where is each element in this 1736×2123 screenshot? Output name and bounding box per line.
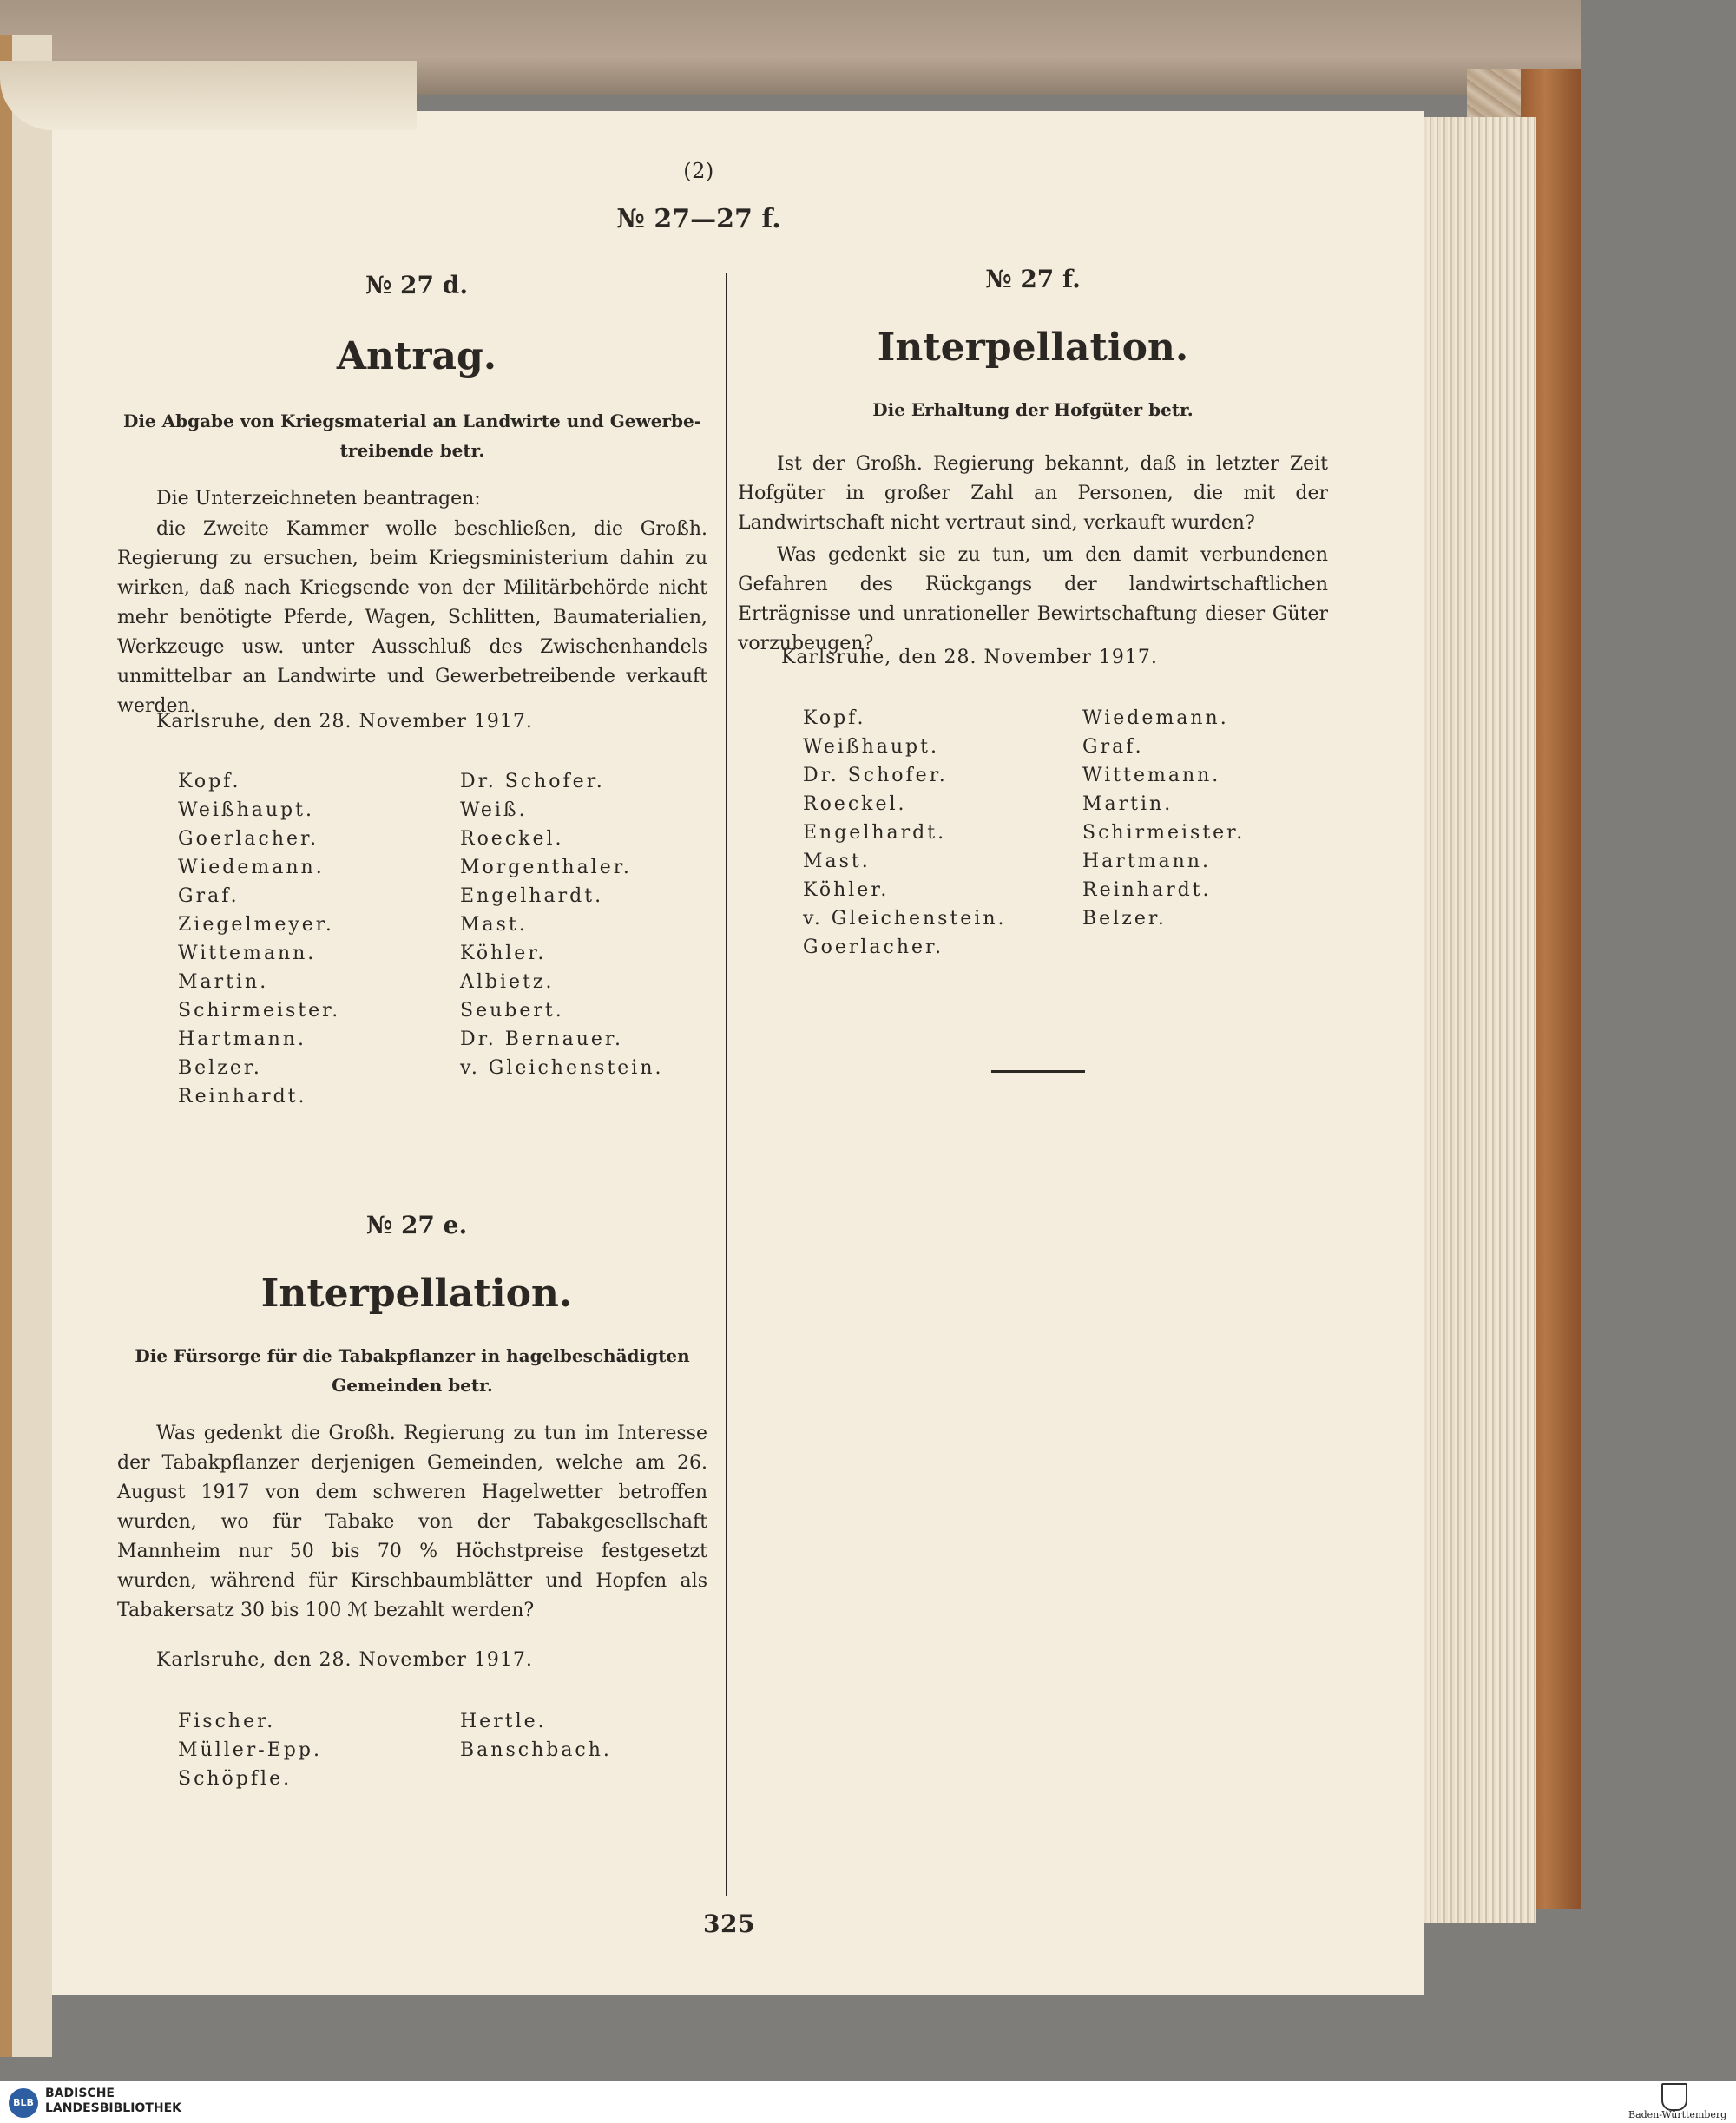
binding-strip [0,35,12,2057]
column-divider [726,273,727,1896]
library-logo-icon: BLB [9,2088,38,2118]
doc-d-lead: Die Unterzeichneten beantragen: [156,488,481,509]
doc-e-body: Was gedenkt die Großh. Regierung zu tun im Interesse der Tabakpflanzer derjenigen Gemeinden, welche am 26. August 1917 von dem schweren Hagelwetter betroffen wurden, wo für Tabake von der Tabakgesellschaft Mannheim nur 50 bis 70 % Höchstpreise festgesetzt wurden, während für Kirschbaumblätter und Hopfen als Tabakersatz 30 bis 100 ℳ bezahlt werden? [117,1423,707,1621]
signer: Belzer. [178,1057,262,1079]
page-part-marker: (2) [683,159,714,183]
signer: Fischer. [178,1711,276,1732]
signer: Mast. [803,851,871,872]
doc-e-kind: Interpellation. [260,1272,573,1316]
signer: Köhler. [460,943,547,964]
state-name: Baden-Württemberg [1628,2109,1727,2120]
signer: Roeckel. [460,828,564,850]
doc-d-number: № 27 d. [365,271,469,299]
page-range-title: № 27—27 f. [616,204,781,234]
doc-d-kind: Antrag. [336,334,497,378]
doc-f-date: Karlsruhe, den 28. November 1917. [781,647,1158,668]
page-number: 325 [703,1909,755,1938]
signer: Wiedemann. [178,857,325,878]
signer: Schirmeister. [178,1000,341,1022]
signer: Reinhardt. [1082,879,1212,901]
signer: Dr. Schofer. [460,771,605,792]
library-name-line1: BADISCHE [45,2087,115,2100]
doc-e-number: № 27 e. [365,1211,468,1239]
signer: Hertle. [460,1711,547,1732]
signer: Mast. [460,914,528,936]
signer: Weißhaupt. [803,736,939,758]
signer: Banschbach. [460,1739,612,1761]
library-name-line2: LANDESBIBLIOTHEK [45,2101,182,2115]
signer: Hartmann. [1082,851,1211,872]
signer: Engelhardt. [460,885,604,907]
signer: Müller-Epp. [178,1739,322,1761]
signer: Albietz. [460,971,555,993]
signer: Dr. Bernauer. [460,1029,623,1050]
doc-d-signers-right [460,767,720,1082]
signer: Graf. [1082,736,1144,758]
doc-e-signers-right [460,1707,720,1765]
signer: Hartmann. [178,1029,306,1050]
page-gutter [0,61,417,130]
signer: Kopf. [178,771,241,792]
signer: Weißhaupt. [178,799,314,821]
doc-d-subject: Die Abgabe von Kriegsmaterial an Landwirte und Gewerbe-treibende betr. [122,411,702,461]
signer: Goerlacher. [178,828,319,850]
signer: Wittemann. [178,943,317,964]
signer: Martin. [1082,793,1174,815]
doc-d-date: Karlsruhe, den 28. November 1917. [156,711,533,733]
page-edges [1406,117,1536,1923]
doc-f-para2: Was gedenkt sie zu tun, um den damit verbundenen Gefahren des Rückgangs der landwirtschaftlichen Erträgnisse und unrationeller Bewirtschaftung dieser Güter vorzubeugen? [738,544,1328,654]
doc-e-date: Karlsruhe, den 28. November 1917. [156,1649,533,1671]
signer: Weiß. [460,799,528,821]
signer: Schirmeister. [1082,822,1246,844]
doc-d-signers-left [178,767,438,1111]
state-crest-icon [1661,2083,1687,2111]
signer: Seubert. [460,1000,564,1022]
signer: v. Gleichenstein. [460,1057,664,1079]
signer: Schöpfle. [178,1768,293,1790]
signer: Goerlacher. [803,937,944,958]
signer: Roeckel. [803,793,907,815]
doc-d-body: die Zweite Kammer wolle beschließen, die Großh. Regierung zu ersuchen, beim Kriegsministerium dahin zu wirken, daß nach Kriegsende von der Militärbehörde nicht mehr benötigte Pferde, Wagen, Schlitten, Baumaterialien, Werkzeuge usw. unter Ausschluß des Zwischenhandels unmittelbar an Landwirte und Gewerbetreibende verkauft werden. [117,518,707,717]
signer: v. Gleichenstein. [803,908,1007,930]
library-name [45,2087,181,2116]
signer: Reinhardt. [178,1086,307,1108]
signer: Wittemann. [1082,765,1221,786]
doc-e-signers-left [178,1707,438,1793]
signer: Köhler. [803,879,890,901]
section-end-rule [991,1070,1085,1073]
doc-e-subject: Die Fürsorge für die Tabakpflanzer in hagelbeschädigten Gemeinden betr. [135,1345,690,1396]
footer-bar [0,2081,1736,2123]
doc-f-number: № 27 f. [985,265,1081,293]
signer: Ziegelmeyer. [178,914,334,936]
signer: Graf. [178,885,240,907]
doc-f-subject: Die Erhaltung der Hofgüter betr. [872,399,1194,420]
signer: Dr. Schofer. [803,765,948,786]
signer: Wiedemann. [1082,707,1229,729]
signer: Martin. [178,971,269,993]
doc-f-kind: Interpellation. [877,325,1189,370]
signer: Engelhardt. [803,822,947,844]
doc-f-para1: Ist der Großh. Regierung bekannt, daß in letzter Zeit Hofgüter in großer Zahl an Personen, die mit der Landwirtschaft nicht vertraut sind, verkauft wurden? [738,453,1328,534]
doc-f-signers-right [1082,704,1343,933]
doc-f-signers-left [803,704,1063,962]
signer: Morgenthaler. [460,857,632,878]
signer: Kopf. [803,707,866,729]
signer: Belzer. [1082,908,1167,930]
